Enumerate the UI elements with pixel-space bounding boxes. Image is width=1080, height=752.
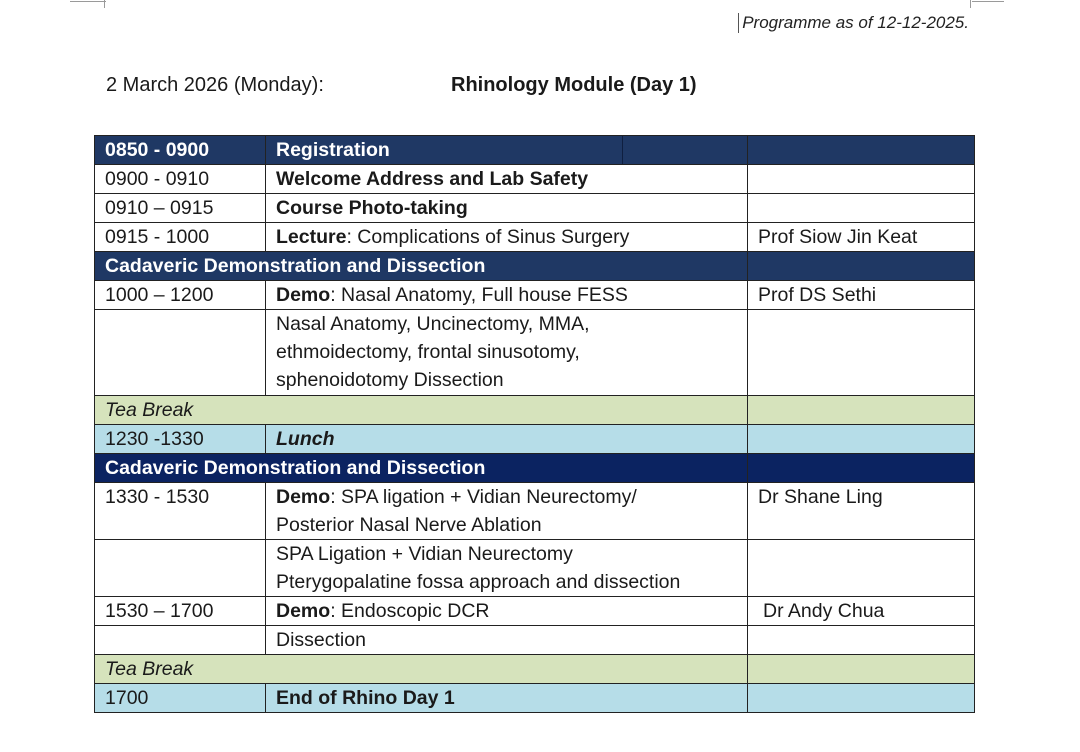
schedule-row-registration (95, 136, 975, 165)
speaker-cell (748, 310, 975, 396)
time-cell (95, 310, 266, 396)
activity-type: Demo (276, 284, 331, 306)
schedule-table (94, 135, 975, 713)
schedule-row-photo (95, 194, 975, 223)
section-empty-cell (748, 252, 975, 281)
module-title: Rhinology Module (Day 1) (451, 74, 697, 96)
time-cell: 0850 - 0900 (95, 136, 266, 165)
break-empty-cell (748, 655, 975, 684)
schedule-row-demo-spa (95, 483, 975, 540)
activity-text: Registration (276, 139, 390, 161)
speaker-cell: Prof DS Sethi (748, 281, 975, 310)
speaker-cell (748, 165, 975, 194)
section-title: Cadaveric Demonstration and Dissection (95, 454, 748, 483)
schedule-row-welcome (95, 165, 975, 194)
break-empty-cell (748, 396, 975, 425)
speaker-cell: Prof Siow Jin Keat (748, 223, 975, 252)
time-cell (95, 626, 266, 655)
section-title: Cadaveric Demonstration and Dissection (95, 252, 748, 281)
activity-cell: Dissection (266, 626, 748, 655)
activity-text: : Complications of Sinus Surgery (346, 226, 630, 248)
speaker-cell: Dr Shane Ling (748, 483, 975, 540)
activity-line: SPA Ligation + Vidian Neurectomy (276, 543, 573, 565)
programme-date-note: Programme as of 12-12-2025. (738, 13, 969, 33)
speaker-cell (748, 540, 975, 597)
section-header-row (95, 252, 975, 281)
schedule-row-demo-dcr (95, 597, 975, 626)
schedule-row-dissection-spa (95, 540, 975, 597)
activity-type: Demo (276, 486, 331, 508)
activity-text: : Nasal Anatomy, Full house FESS (330, 284, 628, 306)
activity-line: Nasal Anatomy, Uncinectomy, MMA, (276, 313, 590, 335)
activity-cell (266, 136, 748, 165)
speaker-cell: Dr Andy Chua (748, 597, 975, 626)
activity-line: sphenoidotomy Dissection (276, 369, 504, 391)
activity-cell (266, 223, 748, 252)
activity-type: Lecture (276, 226, 347, 248)
time-cell (95, 540, 266, 597)
activity-cell: Lunch (266, 425, 748, 454)
schedule-row-dissection-nasal (95, 310, 975, 396)
speaker-cell (748, 684, 975, 713)
end-of-day-row (95, 684, 975, 713)
schedule-row-lecture (95, 223, 975, 252)
schedule-row-dissection-dcr (95, 626, 975, 655)
crop-mark-top-right-vertical (970, 0, 971, 8)
lunch-row (95, 425, 975, 454)
time-cell: 0915 - 1000 (95, 223, 266, 252)
activity-cell (266, 597, 748, 626)
cell-divider (622, 136, 623, 164)
break-label: Tea Break (95, 655, 748, 684)
speaker-cell (748, 425, 975, 454)
activity-cell: End of Rhino Day 1 (266, 684, 748, 713)
activity-text: : Endoscopic DCR (330, 600, 490, 622)
speaker-cell (748, 194, 975, 223)
section-header-row (95, 454, 975, 483)
time-cell: 0910 – 0915 (95, 194, 266, 223)
speaker-cell (748, 626, 975, 655)
time-cell: 1530 – 1700 (95, 597, 266, 626)
time-cell: 1000 – 1200 (95, 281, 266, 310)
crop-mark-top-right-horizontal (972, 0, 1004, 2)
activity-cell (266, 483, 748, 540)
break-label: Tea Break (95, 396, 748, 425)
tea-break-row (95, 396, 975, 425)
time-cell: 0900 - 0910 (95, 165, 266, 194)
schedule-row-demo-nasal (95, 281, 975, 310)
event-date: 2 March 2026 (Monday): (106, 74, 324, 96)
activity-cell (266, 281, 748, 310)
section-empty-cell (748, 454, 975, 483)
activity-text: : SPA ligation + Vidian Neurectomy/ (330, 486, 637, 508)
activity-cell: Welcome Address and Lab Safety (266, 165, 748, 194)
crop-mark-top-left-horizontal (70, 0, 106, 2)
time-cell: 1700 (95, 684, 266, 713)
activity-cell (266, 540, 748, 597)
time-cell: 1330 - 1530 (95, 483, 266, 540)
activity-line: Posterior Nasal Nerve Ablation (276, 514, 542, 536)
crop-mark-top-left-vertical (104, 0, 105, 8)
time-cell: 1230 -1330 (95, 425, 266, 454)
activity-line: Pterygopalatine fossa approach and dissection (276, 571, 681, 593)
activity-type: Demo (276, 600, 331, 622)
activity-cell (266, 310, 748, 396)
tea-break-row (95, 655, 975, 684)
speaker-cell (748, 136, 975, 165)
activity-cell: Course Photo-taking (266, 194, 748, 223)
activity-line: ethmoidectomy, frontal sinusotomy, (276, 341, 580, 363)
